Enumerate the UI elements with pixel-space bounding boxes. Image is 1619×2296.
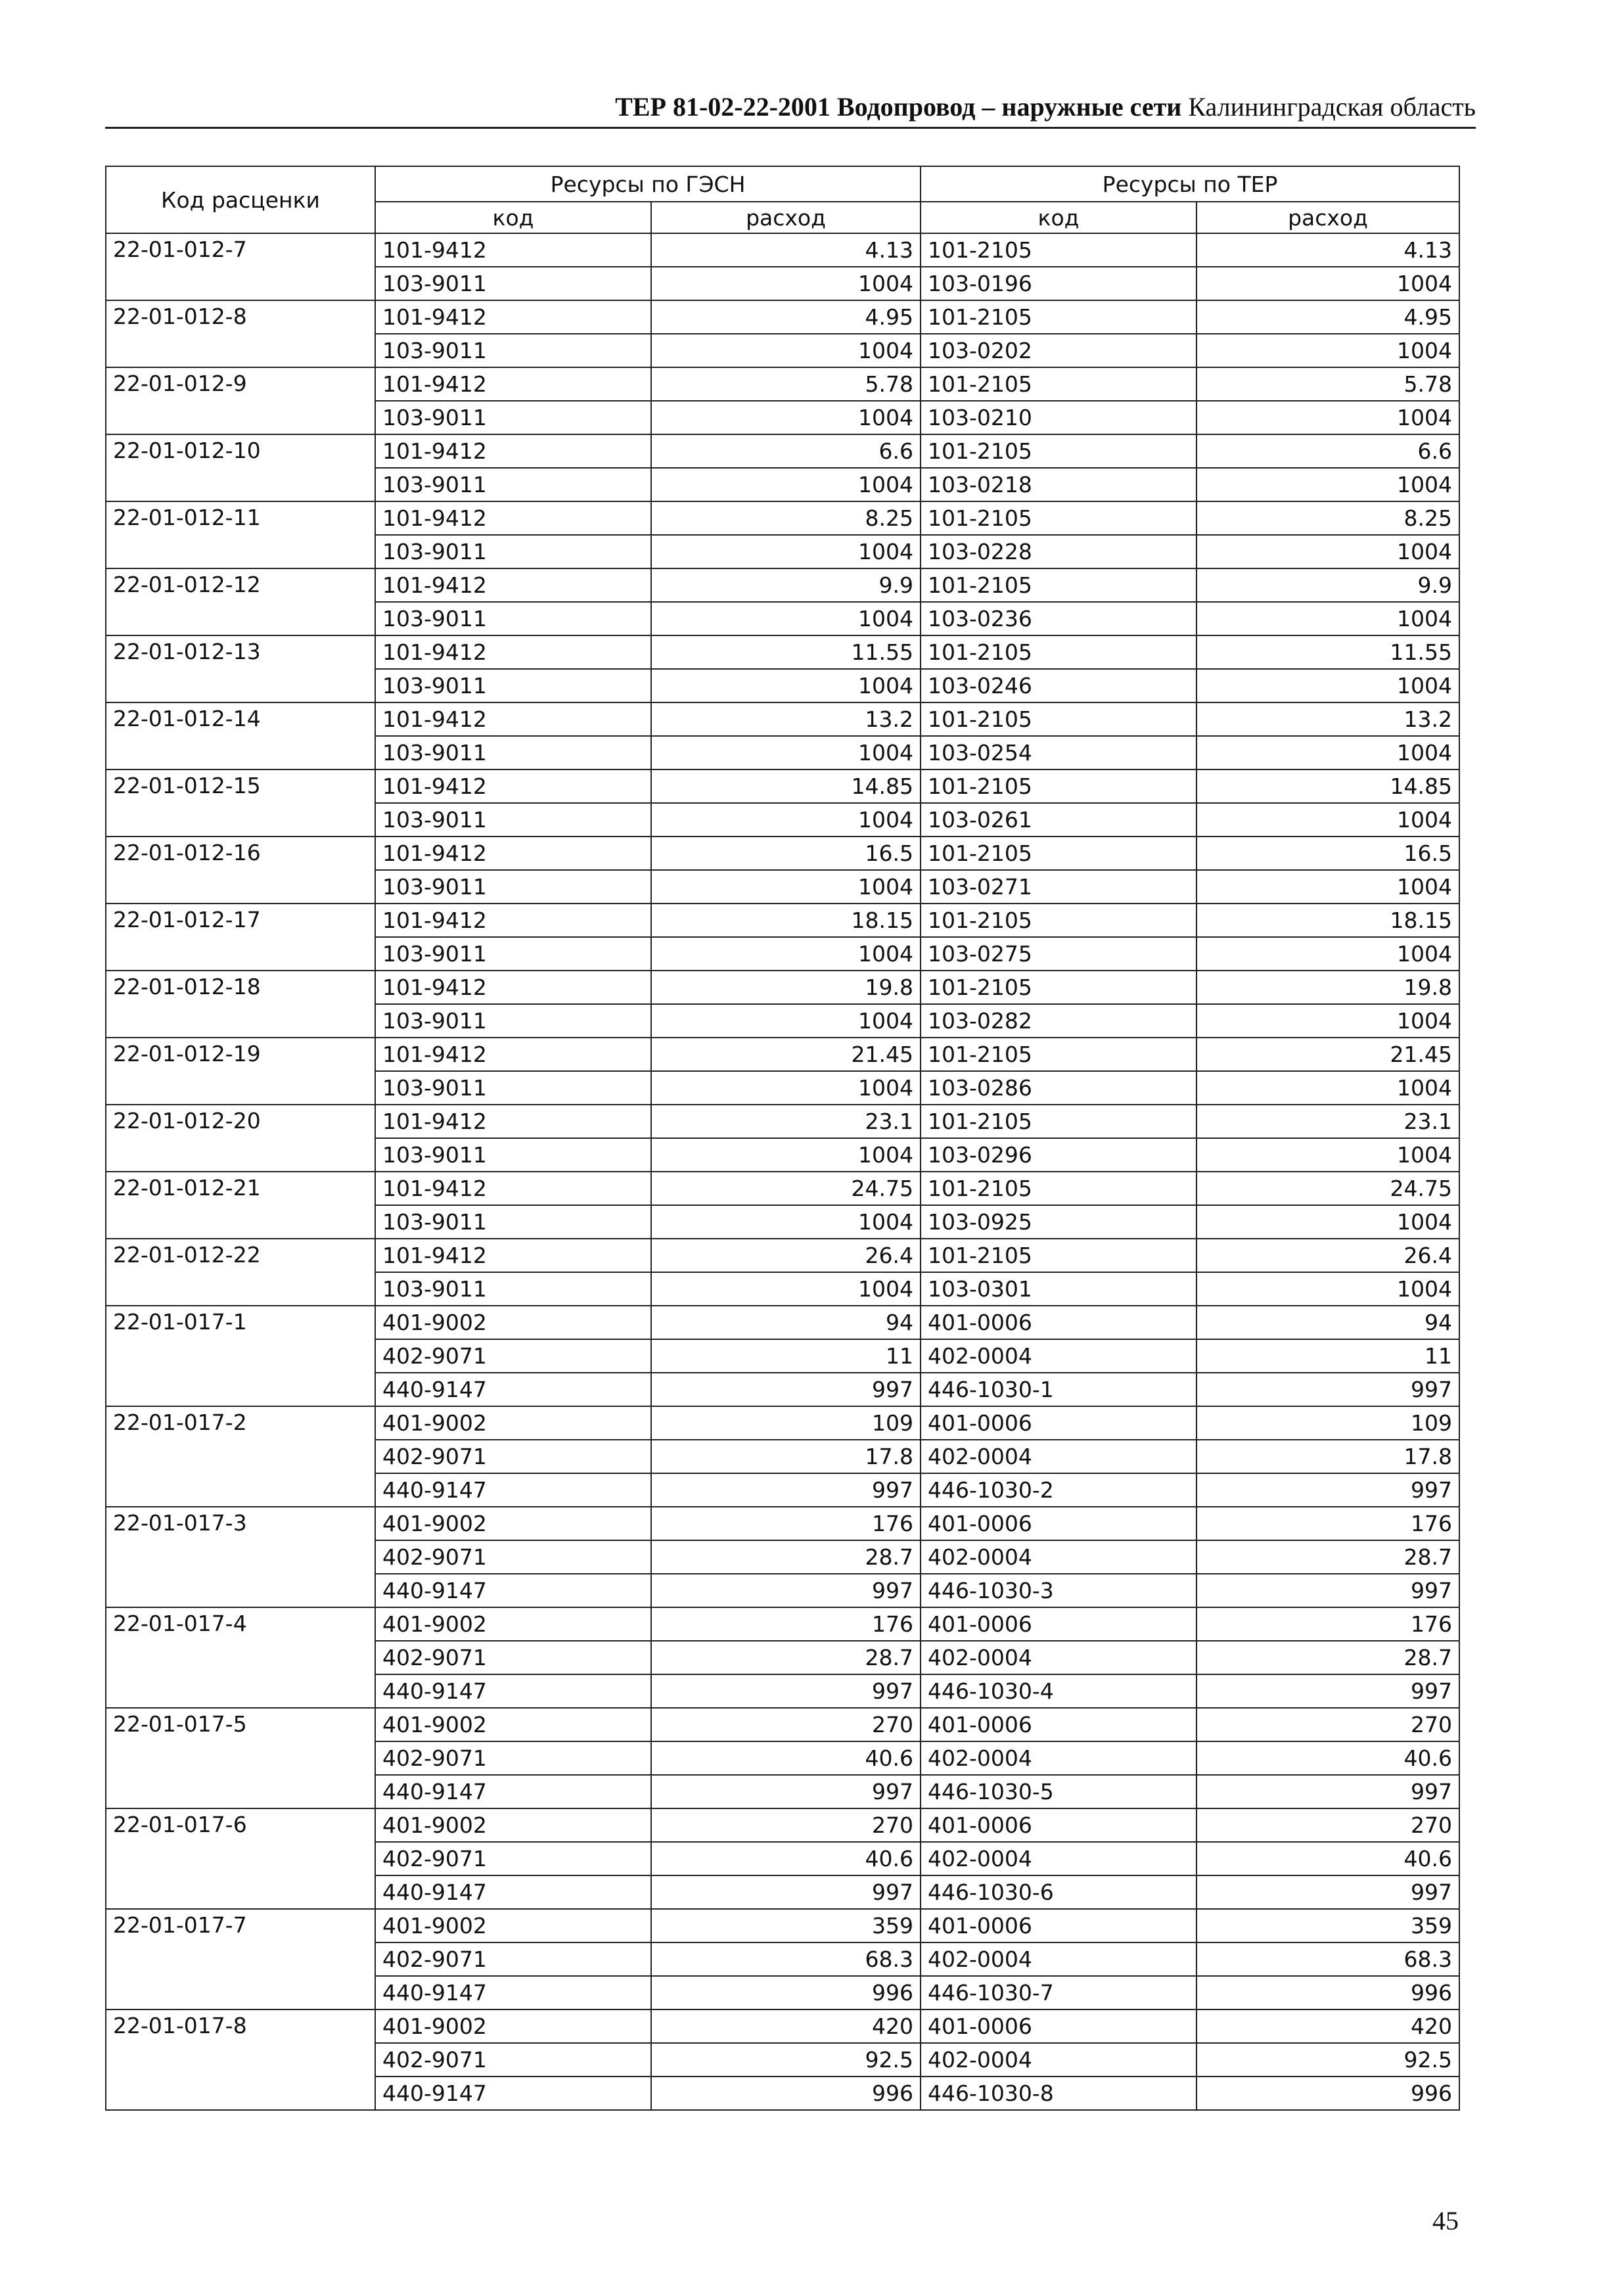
ter-rate-cell: 16.5: [1197, 837, 1459, 870]
gesn-rate-cell: 17.8: [651, 1440, 921, 1473]
gesn-rate-cell: 1004: [651, 602, 921, 635]
ter-code-cell: 101-2105: [921, 1239, 1197, 1272]
ter-code-cell: 402-0004: [921, 2043, 1197, 2077]
table-row: [106, 1507, 1459, 1540]
rate-code-cell: 22-01-012-20: [106, 1105, 375, 1172]
gesn-code-cell: 101-9412: [375, 702, 651, 736]
ter-rate-cell: 270: [1197, 1808, 1459, 1842]
gesn-code-cell: 103-9011: [375, 1272, 651, 1306]
gesn-rate-cell: 1004: [651, 803, 921, 837]
gesn-code-header: код: [375, 202, 651, 233]
ter-code-cell: 401-0006: [921, 1808, 1197, 1842]
table-row: [106, 769, 1459, 803]
gesn-rate-cell: 1004: [651, 870, 921, 904]
ter-rate-cell: 40.6: [1197, 1842, 1459, 1875]
gesn-code-cell: 101-9412: [375, 971, 651, 1004]
ter-rate-header: расход: [1197, 202, 1459, 233]
ter-rate-cell: 1004: [1197, 870, 1459, 904]
ter-rate-cell: 270: [1197, 1708, 1459, 1741]
doc-title: Водопровод – наружные сети: [836, 92, 1182, 122]
ter-rate-cell: 4.13: [1197, 233, 1459, 267]
table-row: [106, 1172, 1459, 1205]
gesn-code-cell: 101-9412: [375, 367, 651, 401]
gesn-code-cell: 103-9011: [375, 736, 651, 769]
ter-code-cell: 103-0254: [921, 736, 1197, 769]
table-row: [106, 1105, 1459, 1138]
ter-code-cell: 103-0218: [921, 468, 1197, 501]
ter-code-cell: 401-0006: [921, 1507, 1197, 1540]
gesn-rate-cell: 997: [651, 1674, 921, 1708]
rate-code-cell: 22-01-012-8: [106, 300, 375, 367]
ter-code-cell: 402-0004: [921, 1641, 1197, 1674]
ter-rate-cell: 21.45: [1197, 1038, 1459, 1071]
gesn-code-cell: 402-9071: [375, 1339, 651, 1373]
table-row: [106, 904, 1459, 937]
gesn-code-cell: 101-9412: [375, 568, 651, 602]
ter-code-cell: 446-1030-7: [921, 1976, 1197, 2009]
ter-rate-cell: 1004: [1197, 1272, 1459, 1306]
ter-rate-cell: 94: [1197, 1306, 1459, 1339]
table-row: [106, 1607, 1459, 1641]
table-row: [106, 501, 1459, 535]
gesn-code-cell: 440-9147: [375, 1976, 651, 2009]
ter-code-cell: 402-0004: [921, 1440, 1197, 1473]
ter-code-cell: 101-2105: [921, 904, 1197, 937]
ter-rate-cell: 1004: [1197, 468, 1459, 501]
gesn-rate-cell: 1004: [651, 267, 921, 300]
ter-rate-cell: 1004: [1197, 736, 1459, 769]
gesn-rate-cell: 24.75: [651, 1172, 921, 1205]
gesn-code-cell: 402-9071: [375, 1440, 651, 1473]
rate-code-cell: 22-01-012-19: [106, 1038, 375, 1105]
gesn-code-cell: 101-9412: [375, 233, 651, 267]
ter-code-cell: 446-1030-5: [921, 1775, 1197, 1808]
rate-code-cell: 22-01-017-1: [106, 1306, 375, 1406]
gesn-code-cell: 101-9412: [375, 837, 651, 870]
gesn-rate-cell: 109: [651, 1406, 921, 1440]
ter-code-cell: 401-0006: [921, 1306, 1197, 1339]
ter-code-cell: 103-0261: [921, 803, 1197, 837]
gesn-rate-cell: 5.78: [651, 367, 921, 401]
gesn-rate-cell: 1004: [651, 937, 921, 971]
ter-code-cell: 446-1030-4: [921, 1674, 1197, 1708]
ter-rate-cell: 359: [1197, 1909, 1459, 1942]
gesn-code-cell: 401-9002: [375, 1607, 651, 1641]
gesn-rate-cell: 40.6: [651, 1741, 921, 1775]
ter-code-cell: 103-0301: [921, 1272, 1197, 1306]
rate-code-cell: 22-01-012-22: [106, 1239, 375, 1306]
gesn-rate-cell: 1004: [651, 1272, 921, 1306]
ter-code-cell: 101-2105: [921, 971, 1197, 1004]
ter-rate-cell: 5.78: [1197, 367, 1459, 401]
gesn-code-cell: 440-9147: [375, 1574, 651, 1607]
gesn-code-cell: 401-9002: [375, 1507, 651, 1540]
ter-code-cell: 446-1030-2: [921, 1473, 1197, 1507]
gesn-code-cell: 103-9011: [375, 267, 651, 300]
group-ter-header: Ресурсы по ТЕР: [921, 166, 1459, 202]
gesn-rate-cell: 18.15: [651, 904, 921, 937]
table-row: [106, 837, 1459, 870]
gesn-code-cell: 440-9147: [375, 1473, 651, 1507]
rate-code-cell: 22-01-012-9: [106, 367, 375, 434]
ter-code-cell: 101-2105: [921, 300, 1197, 334]
gesn-rate-cell: 16.5: [651, 837, 921, 870]
ter-rate-cell: 28.7: [1197, 1540, 1459, 1574]
gesn-rate-header: расход: [651, 202, 921, 233]
ter-code-cell: 101-2105: [921, 837, 1197, 870]
gesn-code-cell: 401-9002: [375, 1909, 651, 1942]
gesn-code-cell: 402-9071: [375, 1540, 651, 1574]
table-row: [106, 635, 1459, 669]
gesn-rate-cell: 270: [651, 1808, 921, 1842]
ter-code-cell: 402-0004: [921, 1741, 1197, 1775]
gesn-rate-cell: 359: [651, 1909, 921, 1942]
ter-rate-cell: 40.6: [1197, 1741, 1459, 1775]
gesn-code-cell: 440-9147: [375, 1775, 651, 1808]
rate-code-cell: 22-01-017-7: [106, 1909, 375, 2009]
rate-code-cell: 22-01-012-13: [106, 635, 375, 702]
gesn-rate-cell: 1004: [651, 1205, 921, 1239]
gesn-rate-cell: 9.9: [651, 568, 921, 602]
ter-code-cell: 446-1030-1: [921, 1373, 1197, 1406]
ter-code-cell: 101-2105: [921, 1172, 1197, 1205]
gesn-code-cell: 402-9071: [375, 1741, 651, 1775]
table-body: [106, 233, 1459, 2110]
ter-rate-cell: 26.4: [1197, 1239, 1459, 1272]
gesn-rate-cell: 14.85: [651, 769, 921, 803]
ter-rate-cell: 4.95: [1197, 300, 1459, 334]
ter-rate-cell: 1004: [1197, 1138, 1459, 1172]
ter-code-cell: 103-0210: [921, 401, 1197, 434]
gesn-rate-cell: 11: [651, 1339, 921, 1373]
gesn-rate-cell: 28.7: [651, 1540, 921, 1574]
group-gesn-header: Ресурсы по ГЭСН: [375, 166, 921, 202]
table-row: [106, 300, 1459, 334]
gesn-code-cell: 440-9147: [375, 2077, 651, 2110]
ter-rate-cell: 68.3: [1197, 1942, 1459, 1976]
ter-code-cell: 103-0925: [921, 1205, 1197, 1239]
gesn-code-cell: 101-9412: [375, 635, 651, 669]
gesn-rate-cell: 21.45: [651, 1038, 921, 1071]
gesn-code-cell: 103-9011: [375, 1138, 651, 1172]
rate-code-cell: 22-01-012-12: [106, 568, 375, 635]
gesn-rate-cell: 4.13: [651, 233, 921, 267]
rate-code-cell: 22-01-012-17: [106, 904, 375, 971]
ter-rate-cell: 1004: [1197, 1004, 1459, 1038]
gesn-rate-cell: 176: [651, 1607, 921, 1641]
page-number: 45: [1432, 2206, 1459, 2236]
gesn-code-cell: 101-9412: [375, 1172, 651, 1205]
ter-code-cell: 103-0275: [921, 937, 1197, 971]
gesn-rate-cell: 1004: [651, 334, 921, 367]
gesn-rate-cell: 26.4: [651, 1239, 921, 1272]
rate-code-cell: 22-01-017-4: [106, 1607, 375, 1708]
gesn-code-cell: 103-9011: [375, 870, 651, 904]
rate-code-cell: 22-01-017-6: [106, 1808, 375, 1909]
ter-rate-cell: 1004: [1197, 602, 1459, 635]
ter-rate-cell: 997: [1197, 1775, 1459, 1808]
ter-code-cell: 401-0006: [921, 2009, 1197, 2043]
ter-code-cell: 101-2105: [921, 501, 1197, 535]
ter-rate-cell: 109: [1197, 1406, 1459, 1440]
gesn-rate-cell: 13.2: [651, 702, 921, 736]
gesn-rate-cell: 40.6: [651, 1842, 921, 1875]
ter-code-cell: 402-0004: [921, 1339, 1197, 1373]
gesn-code-cell: 402-9071: [375, 1641, 651, 1674]
ter-code-cell: 103-0196: [921, 267, 1197, 300]
gesn-rate-cell: 92.5: [651, 2043, 921, 2077]
ter-code-cell: 103-0282: [921, 1004, 1197, 1038]
gesn-rate-cell: 997: [651, 1373, 921, 1406]
ter-code-cell: 446-1030-8: [921, 2077, 1197, 2110]
ter-rate-cell: 1004: [1197, 937, 1459, 971]
ter-rate-cell: 92.5: [1197, 2043, 1459, 2077]
ter-rate-cell: 997: [1197, 1674, 1459, 1708]
gesn-rate-cell: 23.1: [651, 1105, 921, 1138]
ter-rate-cell: 1004: [1197, 535, 1459, 568]
table-row: [106, 2009, 1459, 2043]
ter-code-cell: 402-0004: [921, 1540, 1197, 1574]
table-row: [106, 1306, 1459, 1339]
table-row: [106, 971, 1459, 1004]
ter-code-cell: 402-0004: [921, 1842, 1197, 1875]
ter-rate-cell: 176: [1197, 1507, 1459, 1540]
gesn-rate-cell: 1004: [651, 1138, 921, 1172]
ter-rate-cell: 13.2: [1197, 702, 1459, 736]
gesn-rate-cell: 19.8: [651, 971, 921, 1004]
ter-rate-cell: 9.9: [1197, 568, 1459, 602]
gesn-code-cell: 402-9071: [375, 2043, 651, 2077]
ter-code-cell: 101-2105: [921, 233, 1197, 267]
gesn-code-cell: 103-9011: [375, 535, 651, 568]
gesn-rate-cell: 1004: [651, 1071, 921, 1105]
ter-rate-cell: 19.8: [1197, 971, 1459, 1004]
ter-rate-cell: 997: [1197, 1373, 1459, 1406]
gesn-rate-cell: 997: [651, 1775, 921, 1808]
gesn-rate-cell: 4.95: [651, 300, 921, 334]
ter-rate-cell: 24.75: [1197, 1172, 1459, 1205]
gesn-rate-cell: 28.7: [651, 1641, 921, 1674]
ter-code-cell: 103-0228: [921, 535, 1197, 568]
gesn-rate-cell: 1004: [651, 401, 921, 434]
gesn-code-cell: 401-9002: [375, 1306, 651, 1339]
ter-code-cell: 401-0006: [921, 1406, 1197, 1440]
table-row: [106, 1808, 1459, 1842]
gesn-code-cell: 101-9412: [375, 300, 651, 334]
col-code-header: Код расценки: [106, 166, 375, 233]
gesn-rate-cell: 1004: [651, 736, 921, 769]
gesn-code-cell: 401-9002: [375, 1406, 651, 1440]
ter-rate-cell: 14.85: [1197, 769, 1459, 803]
ter-rate-cell: 1004: [1197, 401, 1459, 434]
table-row: [106, 568, 1459, 602]
gesn-code-cell: 101-9412: [375, 769, 651, 803]
ter-code-cell: 446-1030-3: [921, 1574, 1197, 1607]
table-row: [106, 1708, 1459, 1741]
ter-rate-cell: 28.7: [1197, 1641, 1459, 1674]
gesn-code-cell: 101-9412: [375, 1239, 651, 1272]
gesn-rate-cell: 420: [651, 2009, 921, 2043]
ter-rate-cell: 1004: [1197, 669, 1459, 702]
ter-rate-cell: 176: [1197, 1607, 1459, 1641]
table-row: [106, 1909, 1459, 1942]
gesn-rate-cell: 997: [651, 1574, 921, 1607]
ter-rate-cell: 23.1: [1197, 1105, 1459, 1138]
gesn-rate-cell: 997: [651, 1473, 921, 1507]
ter-code-cell: 101-2105: [921, 635, 1197, 669]
ter-code-cell: 101-2105: [921, 1038, 1197, 1071]
rate-code-cell: 22-01-012-16: [106, 837, 375, 904]
ter-code-cell: 103-0246: [921, 669, 1197, 702]
ter-rate-cell: 997: [1197, 1574, 1459, 1607]
ter-code-cell: 101-2105: [921, 367, 1197, 401]
ter-rate-cell: 996: [1197, 1976, 1459, 2009]
rate-code-cell: 22-01-012-15: [106, 769, 375, 837]
gesn-code-cell: 101-9412: [375, 434, 651, 468]
table-row: [106, 233, 1459, 267]
rate-code-cell: 22-01-012-11: [106, 501, 375, 568]
header-rule: [105, 127, 1476, 129]
ter-rate-cell: 18.15: [1197, 904, 1459, 937]
rate-code-cell: 22-01-017-8: [106, 2009, 375, 2110]
ter-code-cell: 103-0271: [921, 870, 1197, 904]
gesn-rate-cell: 1004: [651, 669, 921, 702]
gesn-code-cell: 103-9011: [375, 468, 651, 501]
rate-code-cell: 22-01-012-7: [106, 233, 375, 300]
table-row: [106, 702, 1459, 736]
table-row: [106, 1406, 1459, 1440]
ter-rate-cell: 11: [1197, 1339, 1459, 1373]
rate-code-cell: 22-01-012-10: [106, 434, 375, 501]
rates-table: [105, 166, 1460, 2111]
gesn-code-cell: 101-9412: [375, 904, 651, 937]
gesn-rate-cell: 270: [651, 1708, 921, 1741]
ter-code-cell: 446-1030-6: [921, 1875, 1197, 1909]
gesn-code-cell: 440-9147: [375, 1674, 651, 1708]
ter-code-cell: 401-0006: [921, 1607, 1197, 1641]
ter-rate-cell: 17.8: [1197, 1440, 1459, 1473]
ter-rate-cell: 1004: [1197, 1071, 1459, 1105]
doc-region: Калининградская область: [1188, 92, 1476, 122]
gesn-rate-cell: 997: [651, 1875, 921, 1909]
ter-code-cell: 103-0236: [921, 602, 1197, 635]
ter-rate-cell: 997: [1197, 1473, 1459, 1507]
table-row: [106, 367, 1459, 401]
ter-code-cell: 103-0286: [921, 1071, 1197, 1105]
ter-rate-cell: 6.6: [1197, 434, 1459, 468]
gesn-rate-cell: 1004: [651, 1004, 921, 1038]
rate-code-cell: 22-01-017-3: [106, 1507, 375, 1607]
rate-code-cell: 22-01-012-21: [106, 1172, 375, 1239]
ter-code-cell: 101-2105: [921, 1105, 1197, 1138]
gesn-code-cell: 401-9002: [375, 1708, 651, 1741]
table-row: [106, 434, 1459, 468]
ter-code-cell: 101-2105: [921, 568, 1197, 602]
doc-code: ТЕР 81-02-22-2001: [615, 92, 831, 122]
ter-code-cell: 401-0006: [921, 1909, 1197, 1942]
ter-code-cell: 401-0006: [921, 1708, 1197, 1741]
gesn-rate-cell: 8.25: [651, 501, 921, 535]
ter-code-cell: 402-0004: [921, 1942, 1197, 1976]
ter-rate-cell: 420: [1197, 2009, 1459, 2043]
gesn-code-cell: 401-9002: [375, 1808, 651, 1842]
gesn-code-cell: 440-9147: [375, 1875, 651, 1909]
gesn-code-cell: 402-9071: [375, 1842, 651, 1875]
gesn-code-cell: 103-9011: [375, 937, 651, 971]
ter-code-cell: 101-2105: [921, 769, 1197, 803]
rate-code-cell: 22-01-017-5: [106, 1708, 375, 1808]
rate-code-cell: 22-01-017-2: [106, 1406, 375, 1507]
gesn-rate-cell: 11.55: [651, 635, 921, 669]
gesn-code-cell: 103-9011: [375, 334, 651, 367]
gesn-code-cell: 101-9412: [375, 1038, 651, 1071]
gesn-rate-cell: 176: [651, 1507, 921, 1540]
table-row: [106, 1038, 1459, 1071]
rate-code-cell: 22-01-012-18: [106, 971, 375, 1038]
gesn-code-cell: 101-9412: [375, 501, 651, 535]
gesn-rate-cell: 1004: [651, 468, 921, 501]
gesn-code-cell: 440-9147: [375, 1373, 651, 1406]
gesn-rate-cell: 6.6: [651, 434, 921, 468]
ter-code-cell: 103-0296: [921, 1138, 1197, 1172]
ter-rate-cell: 1004: [1197, 803, 1459, 837]
gesn-rate-cell: 996: [651, 2077, 921, 2110]
gesn-code-cell: 103-9011: [375, 602, 651, 635]
gesn-code-cell: 103-9011: [375, 401, 651, 434]
ter-rate-cell: 11.55: [1197, 635, 1459, 669]
gesn-code-cell: 103-9011: [375, 1205, 651, 1239]
gesn-code-cell: 101-9412: [375, 1105, 651, 1138]
rates-table-wrap: [105, 166, 1459, 2111]
gesn-code-cell: 402-9071: [375, 1942, 651, 1976]
gesn-code-cell: 103-9011: [375, 1004, 651, 1038]
gesn-code-cell: 103-9011: [375, 669, 651, 702]
ter-code-cell: 103-0202: [921, 334, 1197, 367]
gesn-rate-cell: 1004: [651, 535, 921, 568]
table-row: [106, 1239, 1459, 1272]
ter-rate-cell: 997: [1197, 1875, 1459, 1909]
ter-code-header: код: [921, 202, 1197, 233]
gesn-rate-cell: 996: [651, 1976, 921, 2009]
page-header: [105, 92, 1476, 122]
gesn-rate-cell: 68.3: [651, 1942, 921, 1976]
ter-rate-cell: 996: [1197, 2077, 1459, 2110]
ter-code-cell: 101-2105: [921, 434, 1197, 468]
ter-code-cell: 101-2105: [921, 702, 1197, 736]
gesn-code-cell: 401-9002: [375, 2009, 651, 2043]
ter-rate-cell: 1004: [1197, 267, 1459, 300]
ter-rate-cell: 8.25: [1197, 501, 1459, 535]
gesn-rate-cell: 94: [651, 1306, 921, 1339]
gesn-code-cell: 103-9011: [375, 1071, 651, 1105]
gesn-code-cell: 103-9011: [375, 803, 651, 837]
ter-rate-cell: 1004: [1197, 1205, 1459, 1239]
ter-rate-cell: 1004: [1197, 334, 1459, 367]
rate-code-cell: 22-01-012-14: [106, 702, 375, 769]
